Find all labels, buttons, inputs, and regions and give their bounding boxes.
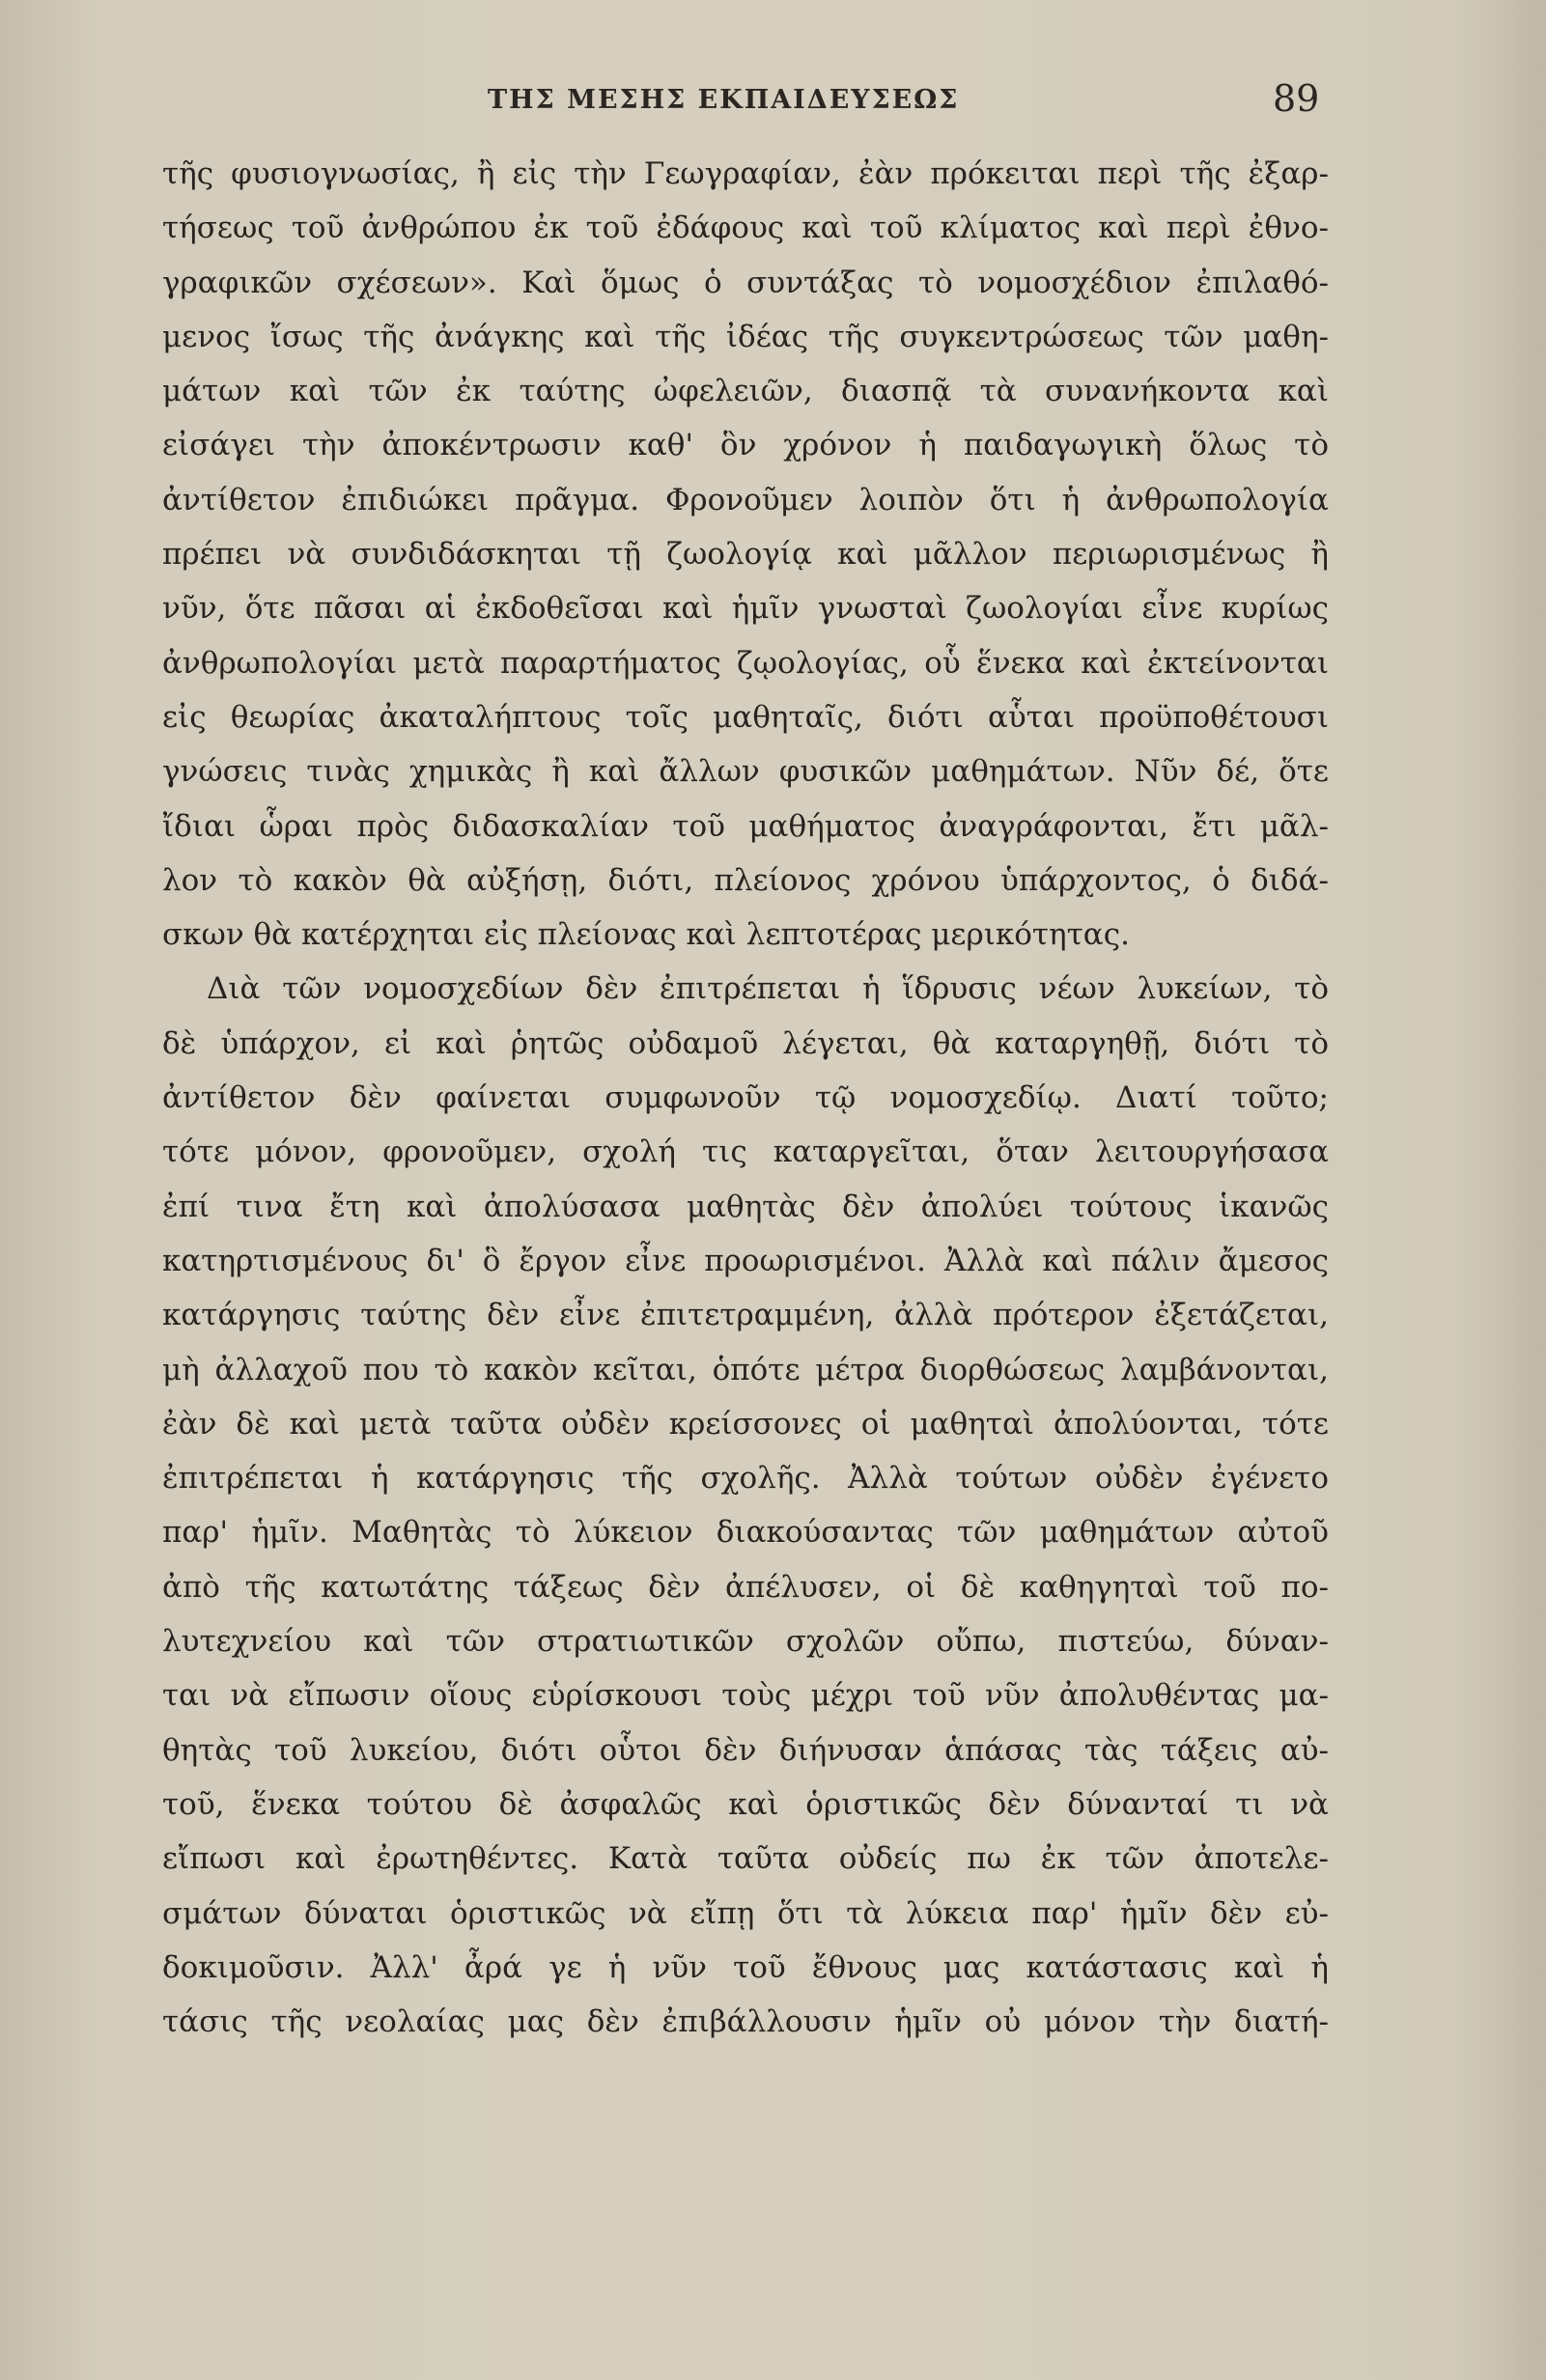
text-line: δὲ ὑπάρχον, εἰ καὶ ῥητῶς οὐδαμοῦ λέγεται, θὰ καταργηθῇ, διότι τὸ xyxy=(162,1025,1329,1061)
text-line: λον τὸ κακὸν θὰ αὐξήσῃ, διότι, πλείονος χρόνου ὑπάρχοντος, ὁ διδά- xyxy=(162,862,1329,898)
text-line: τάσις τῆς νεολαίας μας δὲν ἐπιβάλλουσιν ἡμῖν οὐ μόνον τὴν διατή- xyxy=(162,2004,1329,2040)
text-line: κατηρτισμένους δι' ὃ ἔργον εἶνε προωρισμένοι. Ἀλλὰ καὶ πάλιν ἄμεσος xyxy=(162,1243,1329,1278)
text-line: τῆς φυσιογνωσίας, ἢ εἰς τὴν Γεωγραφίαν, ἐὰν πρόκειται περὶ τῆς ἐξαρ- xyxy=(162,156,1329,191)
text-line: πρέπει νὰ συνδιδάσκηται τῇ ζωολογίᾳ καὶ μᾶλλον περιωρισμένως ἢ xyxy=(162,537,1329,573)
text-line: ἀντίθετον ἐπιδιώκει πρᾶγμα. Φρονοῦμεν λοιπὸν ὅτι ἡ ἀνθρωπολογία xyxy=(162,482,1329,518)
text-line: μὴ ἀλλαχοῦ που τὸ κακὸν κεῖται, ὁπότε μέτρα διορθώσεως λαμβάνονται, xyxy=(162,1352,1329,1387)
text-line: ἐπί τινα ἔτη καὶ ἀπολύσασα μαθητὰς δὲν ἀπολύει τούτους ἱκανῶς xyxy=(162,1189,1329,1224)
running-header xyxy=(0,77,1546,126)
text-line: τότε μόνον, φρονοῦμεν, σχολή τις καταργεῖται, ὅταν λειτουργήσασα xyxy=(162,1134,1329,1170)
page-number: 89 xyxy=(1273,77,1320,120)
text-line: ἴδιαι ὧραι πρὸς διδασκαλίαν τοῦ μαθήματος ἀναγράφονται, ἔτι μᾶλ- xyxy=(162,808,1329,844)
text-line: εἰς θεωρίας ἀκαταλήπτους τοῖς μαθηταῖς, διότι αὗται προϋποθέτουσι xyxy=(162,699,1329,735)
text-line: θητὰς τοῦ λυκείου, διότι οὗτοι δὲν διήνυσαν ἁπάσας τὰς τάξεις αὐ- xyxy=(162,1732,1329,1768)
text-line: ἐὰν δὲ καὶ μετὰ ταῦτα οὐδὲν κρείσσονες οἱ μαθηταὶ ἀπολύονται, τότε xyxy=(162,1406,1329,1442)
text-line: ἀντίθετον δὲν φαίνεται συμφωνοῦν τῷ νομοσχεδίῳ. Διατί τοῦτο; xyxy=(162,1080,1329,1116)
text-line: μάτων καὶ τῶν ἐκ ταύτης ὠφελειῶν, διασπᾷ τὰ συνανήκοντα καὶ xyxy=(162,374,1329,409)
text-line: νῦν, ὅτε πᾶσαι αἱ ἐκδοθεῖσαι καὶ ἡμῖν γνωσταὶ ζωολογίαι εἶνε κυρίως xyxy=(162,591,1329,627)
text-line: ται νὰ εἴπωσιν οἵους εὑρίσκουσι τοὺς μέχρι τοῦ νῦν ἀπολυθέντας μα- xyxy=(162,1678,1329,1714)
text-line: παρ' ἡμῖν. Μαθητὰς τὸ λύκειον διακούσαντας τῶν μαθημάτων αὐτοῦ xyxy=(162,1515,1329,1551)
text-line: σμάτων δύναται ὁριστικῶς νὰ εἴπῃ ὅτι τὰ λύκεια παρ' ἡμῖν δὲν εὐ- xyxy=(162,1895,1329,1931)
text-line: τήσεως τοῦ ἀνθρώπου ἐκ τοῦ ἐδάφους καὶ τοῦ κλίματος καὶ περὶ ἐθνο- xyxy=(162,210,1329,246)
text-line: ἀνθρωπολογίαι μετὰ παραρτήματος ζῳολογίας, οὗ ἕνεκα καὶ ἐκτείνονται xyxy=(162,645,1329,681)
text-line: λυτεχνείου καὶ τῶν στρατιωτικῶν σχολῶν οὔπω, πιστεύω, δύναν- xyxy=(162,1624,1329,1660)
text-line: τοῦ, ἕνεκα τούτου δὲ ἀσφαλῶς καὶ ὁριστικῶς δὲν δύνανταί τι νὰ xyxy=(162,1786,1329,1822)
text-line: εἰσάγει τὴν ἀποκέντρωσιν καθ' ὃν χρόνον ἡ παιδαγωγικὴ ὅλως τὸ xyxy=(162,428,1329,463)
text-line: κατάργησις ταύτης δὲν εἶνε ἐπιτετραμμένη, ἀλλὰ πρότερον ἐξετάζεται, xyxy=(162,1298,1329,1333)
text-line: μενος ἴσως τῆς ἀνάγκης καὶ τῆς ἰδέας τῆς συγκεντρώσεως τῶν μαθη- xyxy=(162,319,1329,354)
text-line: ἀπὸ τῆς κατωτάτης τάξεως δὲν ἀπέλυσεν, οἱ δὲ καθηγηταὶ τοῦ πο- xyxy=(162,1569,1329,1605)
text-line: γραφικῶν σχέσεων». Καὶ ὅμως ὁ συντάξας τὸ νομοσχέδιον ἐπιλαθό- xyxy=(162,265,1329,300)
text-line: ἐπιτρέπεται ἡ κατάργησις τῆς σχολῆς. Ἀλλὰ τούτων οὐδὲν ἐγένετο xyxy=(162,1461,1329,1497)
text-line: εἴπωσι καὶ ἐρωτηθέντες. Κατὰ ταῦτα οὐδείς πω ἐκ τῶν ἀποτελε- xyxy=(162,1841,1329,1877)
text-line: δοκιμοῦσιν. Ἀλλ' ἆρά γε ἡ νῦν τοῦ ἔθνους μας κατάστασις καὶ ἡ xyxy=(162,1949,1329,1985)
paragraph-end-line: σκων θὰ κατέρχηται εἰς πλείονας καὶ λεπτοτέρας μερικότητας. xyxy=(162,917,1130,953)
text-line: γνώσεις τινὰς χημικὰς ἢ καὶ ἄλλων φυσικῶν μαθημάτων. Νῦν δέ, ὅτε xyxy=(162,754,1329,790)
paragraph-start-line: Διὰ τῶν νομοσχεδίων δὲν ἐπιτρέπεται ἡ ἵδρυσις νέων λυκείων, τὸ xyxy=(207,971,1329,1007)
running-title: ΤΗΣ ΜΕΣΗΣ ΕΚΠΑΙΔΕΥΣΕΩΣ xyxy=(488,85,960,115)
body-text xyxy=(162,147,1329,2049)
